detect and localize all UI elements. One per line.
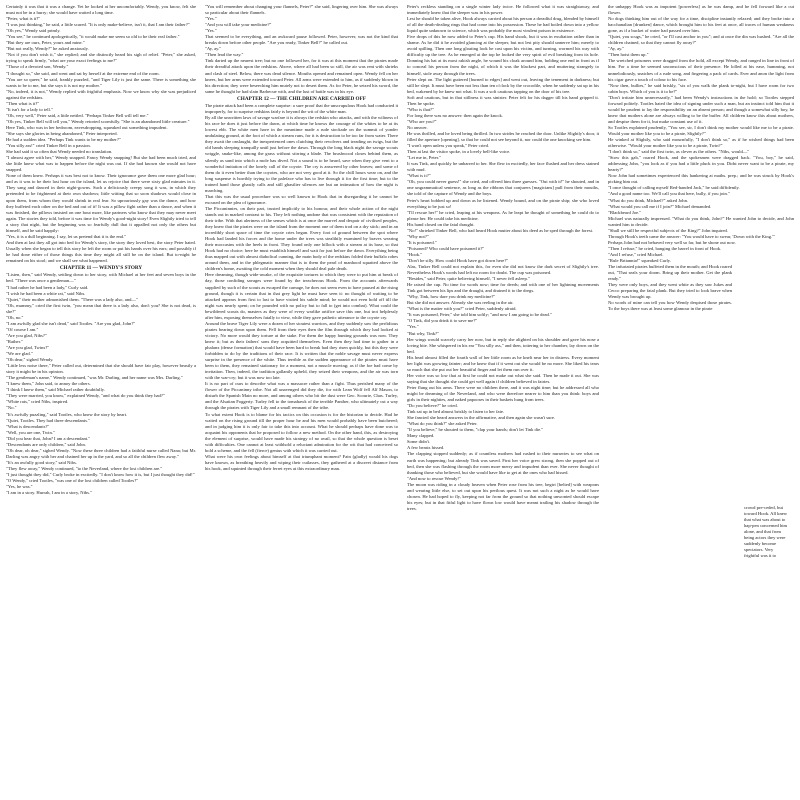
paragraph: Some didn't. [407,439,431,445]
paragraph: "I wish he had been a white rat," said Nibs. [6,290,86,296]
paragraph: To what extent Hook is to blame for his tactics on this occasion is for the historian to decide. Had he waited on the rising ground till the proper hour he and his men would probably have been butchered; and in judging him it is only fair to take this into account. What he should perhaps have done was to acquaint his opponents that he proposed to follow a new method. On the other hand, this, as destroying the element of surprise, would have made his strategy of no avail, so that the whole question is beset with difficulties. One cannot at least withhold a reluctant admiration for the wit that had conceived so bold a scheme, and the fell (fierce) genius with which it was carried out. [205,411,398,453]
paragraph: The infuriated pirates buffeted them in the mouth; and Hook roared out, "That seals your doom. Bring up their mother. Get the plank ready." [608,264,732,282]
paragraph: "Then lead the way." [205,52,244,58]
paragraph: "Quiet," their mother admonished them. "There was a lady also, and—" [6,296,138,302]
paragraph: "It was poisoned, Peter," she told him softly; "and now I am going to be dead." [407,312,552,318]
paragraph: Then at last the visitor spoke, in a lovely bell-like voice. [407,149,511,155]
paragraph: The clapping stopped suddenly; as if countless mothers had rushed to their nurseries to see what on earth was happening; but already Tink was saved. First her voice grew strong, then she popped out of bed, then she was flashing through the room more merry and impudent than ever. She never thought of thanking those who believed, but she would have like to get at the ones who had hissed. [407,451,599,475]
paragraph: "Quiet, you scugs," he cried, "or I'll cast anchor in you"; and at once the din was hushed. "Are all the children chained, so that they cannot fly away?" [608,34,794,46]
paragraph: No words of mine can tell you how Wendy despised those pirates. To the boys there was at least some glamour in the pirate [608,300,732,312]
paragraph: So Tootles explained prudently, "You see, sir, I don't think my mother would like me to be a pirate. Would your mother like you to be a pirate, Slightly?" [608,124,794,136]
paragraph: "I just thought they did," Curly broke in excitedly. "I don't know how it is, but I just thought they did!" [6,471,195,477]
paragraph: Through Hook's teeth came the answer: "You would have to swear, 'Down with the King.'" [608,233,775,239]
paragraph: "I don't think so," said the first twin, as clever as the others. "Nibs, would—" [608,149,750,155]
paragraph: It is no part of ours to describe what was a massacre rather than a fight. Thus perished many of the flower of the Piccaninny tribe. Not all unavenged did they die, for with Lean Wolf fell Alf Mason, to disturb the Spanish Main no more, and among others who bit the dust were Geo. Scourie, Chas. Turley, and the Alsatian Foggerty. Turley fell to the tomahawk of the terrible Panther, who ultimately cut a way through the pirates with Tiger Lily and a small remnant of the tribe. [205,381,398,411]
paragraph: "What do you think?" she asked Peter. [407,421,478,427]
paragraph: They were only boys, and they went white as they saw Jukes and Cecco preparing the fatal plank. But they tried to look brave when Wendy was brought up. [608,282,732,300]
paragraph: "I won't open unless you speak," Peter cried. [407,143,490,149]
paragraph: "I thought so," she said, and went and sat by herself at the extreme end of the room. [6,70,160,76]
paragraph: He had a sudden idea. "Perhaps Tink wants to be my mother?" [6,137,121,143]
paragraph: For long there was no answer: then again the knock. [407,112,503,118]
paragraph: "I am awfully glad she isn't dead," said Tootles. "Are you glad, John?" [6,320,136,326]
paragraph: His head almost filled the fourth wall of her little room as he knelt near her in distress. Every moment her light was growing fainter; and he knew that if it went out she would be no more. She liked his tears so much that she put out her beautiful finger and let them run over it. [407,354,599,372]
paragraph: "Are you glad, Nibs?" [6,332,47,338]
paragraph: "You see," he continued apologetically, "it would make me seem so old to be their real father." [6,34,180,40]
paragraph: "Now then, bullies," he said briskly, "six of you walk the plank to-night, but I have room for two cabin boys. Which of you is it to be?" [608,82,794,94]
paragraph: "They flew away," Wendy continued, "to the Neverland, where the lost children are." [6,465,163,471]
paragraph: "But they are ours, Peter, yours and mine." [6,40,85,46]
paragraph: "Why, Tink, how dare you drink my medicine?" [407,294,496,300]
paragraph: Now John had sometimes experienced this hankering at maths. prep.; and he was struck by Hook's picking him out. [608,173,794,185]
paragraph: He raised the cup. No time for words now; time for deeds; and with one of her lightning movements Tink got between his lips and the draught, and drained it to the dregs. [407,282,599,294]
paragraph: Peter's reckless standing on a single winter lady twice. He followed what it was straightaway, and immediately knew that the sleeper was in his power. [407,4,599,16]
paragraph: It was Tink, and quickly he unbarred to her. She flew in excitedly, her face flushed and her dress stained with mud. [407,161,599,173]
paragraph: Peter flung out his arms. There were no children there, and it was night time; but he addressed all who might be dreaming of the Neverland, and who were therefore nearer to him than you think: boys and girls in their nighties, and naked papooses in their baskets hung from trees. [407,384,599,403]
paragraph: Tink darted up the nearest tree; but no one followed her, for it was at this moment that the pirates made their dreadful attack upon the redskins. Above, where all had been so still, the air was rent with shrieks and clash of steel. Below, there was dead silence. Mouths opened and remained open. Wendy fell on her knees, but her arms were extended toward Peter. All arms were extended to him, as if suddenly blown in his direction; they were beseeching him mutely not to desert them. As for Peter, he seized his sword, the same he thought he had slain Barbecue with, and the lust of battle was in his eye. [205,58,398,94]
paragraph: "O Wendy," cried Tootles, "was one of the lost children called Tootles?" [6,478,139,484]
paragraph: "Oh yes," Wendy said primly. [6,28,61,34]
paragraph: "If you believe," he shouted to them, "clap your hands; don't let Tink die." [407,427,544,433]
paragraph: "It's an awfully good story," said Nibs. [6,459,77,465]
paragraph: "Do you believe?" he cried. [407,403,458,409]
paragraph: "Rather." [6,338,23,344]
paragraph: "What is it?" [407,173,431,179]
paragraph: "Not if you don't wish it," she replied; and she distinctly heard his sigh of relief. "Peter," she asked, trying to speak firmly, "what are your exact feelings to me?" [6,52,196,64]
paragraph: "Poisoned? Who could have poisoned it?" [407,245,485,251]
paragraph: Here dreaming, though wide-awake, of the exquisite tortures to which they were to put him at break of day, those confiding savages were found by the treacherous Hook. From the accounts afterwards supplied by such of the scouts as escaped the carnage, he does not seem even to have paused at the rising ground, though it is certain that in that grey light he must have seen it: no thought of waiting to be attacked appears from first to last to have visited his subtle mind; he would not even hold off till the night was nearly spent; on he pounded with no policy but to fall to (get into combat). What could the bewildered scouts do, masters as they were of every warlike artifice save this one, but trot helplessly after him, exposing themselves fatally to view, while they gave pathetic utterance to the coyote cry. [205,272,398,320]
paragraph: "Shall we still be respectful subjects of the King?" John inquired. [608,227,728,233]
paragraph: "You silly ass!" cried Tinker Bell in a passion. [6,143,91,149]
paragraph: "Did you hear that, John? I am a descendant." [6,435,91,441]
paragraph: "Yes." [205,16,217,22]
paragraph: "I am in a story. Hurrah, I am in a story, Nibs." [6,490,92,496]
paragraph: "Yes." [205,28,217,34]
paragraph: Lest he should be taken alive, Hook always carried about his person a dreadful drug, blended by himself of all the death-dealing rings that had come into his possession. These he had boiled down into a yellow liquid quite unknown to science, which was probably the most virulent poison in existence. [407,16,599,34]
text-column-3 [407,4,599,796]
paragraph: He winked at Slightly, who said mournfully, "I don't think so," as if he wished things had been otherwise. "Would your mother like you to be a pirate, Twin?" [608,137,794,149]
paragraph: "Oh dear," sighed Wendy. [6,357,54,363]
paragraph: "Besides," said Peter, quite believing himself, "I never fell asleep." [407,276,530,282]
paragraph: Perhaps John had not behaved very well so far, but he shone out now. [608,239,736,245]
paragraph: "We are glad." [6,351,33,357]
paragraph: Her voice was so low that at first he could not make out what she said. Then he made it out. She was saying that she thought she could get well again if children believed in fairies. [407,372,599,384]
paragraph: "Don't irritate him unnecessarily," had been Wendy's instructions in the hold; so Tootles stepped forward politely. Tootles hated the idea of signing under such a man, but an instinct told him that it would be prudent to lay the responsibility on an absent person; and though a somewhat silly boy, he knew that mothers alone are always willing to be the buffer. All children know this about mothers, and despise them for it, but make constant use of it. [608,94,794,124]
text-column-4 [608,4,794,796]
paragraph: "Yes, he was." [6,484,33,490]
paragraph: "The gentleman's name," Wendy continued, "was Mr. Darling, and her name was Mrs. Darling." [6,375,183,381]
chapter-heading: CHAPTER 11 — WENDY'S STORY [59,265,143,272]
paragraph: Her wings would scarcely carry her now, but in reply she alighted on his shoulder and gave his nose a loving bite. She whispered in his ear "You silly ass," and then, tottering to her chamber, lay down on the bed. [407,336,599,354]
paragraph: "Then what is it?" [6,100,40,106]
paragraph: "No!" shrieked Tinker Bell, who had heard Hook mutter about his deed as he sped through the forest. [407,227,594,233]
paragraph: Soft and cautious, but in that stillness it was sinister. Peter felt for his dagger till his hand gripped it. Then he spoke. [407,94,599,106]
paragraph: "Hook." [407,251,423,257]
paragraph: "It is poisoned." [407,239,437,245]
paragraph: "You are so queer," he said, frankly puzzled, "and Tiger Lily is just the same. There is something she wants to be to me, but she says it is not my mother." [6,76,196,88]
paragraph: "They were married, you know," explained Wendy, "and what do you think they had?" [6,393,165,399]
paragraph: "Are you glad, Twins?" [6,344,50,350]
paragraph: The Piccaninnies, on their part, trusted implicitly to his honour, and their whole action of the night stands out in marked contrast to his. They left nothing undone that was consistent with the reputation of their tribe. With that alertness of the senses which is at once the marvel and despair of civilised peoples, they knew that the pirates were on the island from the moment one of them trod on a dry stick; and in an incredibly short space of time the coyote cries began. Every foot of ground between the spot where Hook had landed his forces and the home under the trees was stealthily examined by braves wearing their moccasins with the heels in front. They found only one hillock with a stream at its base, so that Hook had no choice; here he must establish himself and wait for just before the dawn. Everything being thus mapped out with almost diabolical cunning, the main body of the redskins folded their buffalo robes around them, and in the phlegmatic manner that is to them the pearl of manhood squatted above the children's home, awaiting the cold moment when they should deal pale death. [205,205,398,272]
paragraph: "Who are you?" [407,118,437,124]
paragraph: "And you will take your medicine?" [205,22,272,28]
paragraph: "Listen, then," said Wendy, settling down to her story, with Michael at her feet and seven boys in the bed. "There was once a gentleman—" [6,272,196,284]
paragraph: "But why, Tink?" [407,330,439,336]
paragraph: "Oh, no." [6,314,24,320]
paragraph: "Blackbeard Joe." [608,209,642,215]
paragraph: The pirate attack had been a complete surprise: a sure proof that the unscrupulous Hook had conducted it improperly, for to surprise redskins fairly is beyond the wit of the white man. [205,103,398,115]
paragraph: The moon was riding in a cloudy heaven when Peter rose from his tree, begirt [belted] with weapons and wearing little else, to set out upon his perilous quest. It was not such a night as he would have chosen. He had hoped to fly, keeping not far from the ground so that nothing unwonted should escape his eyes; but in that fitful light to have flown low would have meant trailing his shadow through the trees. [407,481,599,511]
paragraph: "Those of a devoted son, Wendy." [6,64,69,70]
paragraph: "I had rather he had been a lady," Curly said. [6,284,89,290]
paragraph: "Let me in, Peter." [407,155,441,161]
chapter-heading: CHAPTER 12 — THE CHILDREN ARE CARRIED OFF [237,95,366,102]
paragraph: Peter slept on. The light guttered [burned to edges] and went out, leaving the tenement in darkness; but still he slept. It must have been not less than ten o'clock by the crocodile, when he suddenly sat up in his bed, wakened by he knew not what. It was a soft cautious tapping on the door of his tree. [407,76,599,94]
paragraph: "I think I knew them," said Michael rather doubtfully. [6,387,105,393]
side-text-fragment: crowd pre-ceded, but toward Hook. All knew that what was about to hap-pen concerned him alone, and that from being actors they were suddenly become spectators. Very frightful was it to [744,505,788,559]
paragraph: "I once thought of calling myself Red-handed Jack," he said diffidently. [608,185,740,191]
paragraph: "No." [6,405,17,411]
paragraph: "Oh, very well," Peter said, a little nettled. "Perhaps Tinker Bell will tell me." [6,112,149,118]
paragraph: "Oh, you could never guess!" she cried, and offered him three guesses. "Out with it!" he shouted, and in one ungrammatical sentence, as long as the ribbons that conjurers [magicians] pull from their mouths, she told of the capture of Wendy and the boys. [407,179,599,197]
paragraph: "She says she glories in being abandoned," Peter interpreted. [6,130,118,136]
paragraph: "Then hoist them up." [608,52,649,58]
paragraph: "What would you call me if I join?" Michael demanded. [608,203,712,209]
paragraph: "It's awfully puzzling," said Tootles, who knew the story by heart. [6,411,128,417]
paragraph: "Stow this gab," roared Hook, and the spokesmen were dragged back. "You, boy," he said, addressing John, "you look as if you had a little pluck in you. Didst never want to be a pirate, my hearty?" [608,155,794,173]
paragraph: "White rats," cried Nibs, inspired. [6,399,69,405]
paragraph: What were his own feelings about himself at that triumphant moment? Fain (gladly) would his dogs have known, as breathing heavily and wiping their cutlasses, they gathered at a discreet distance from his hook, and squinted through their ferret eyes at this extraordinary man. [205,453,398,471]
paragraph: "And I refuse," cried Michael. [608,251,664,257]
paragraph: She had said it so often that Wendy needed no translation. [6,149,113,155]
paragraph: "I almost agree with her," Wendy snapped. Fancy Wendy snapping! But she had been much tried, and she little knew what was to happen before the night was out. If she had known she would not have snapped. [6,155,196,173]
paragraph: "But not really, Wendy?" he asked anxiously. [6,46,89,52]
paragraph: None of them knew. Perhaps it was best not to know. Their ignorance gave them one more glad hour; and as it was to be their last hour on the island, let us rejoice that there were sixty glad minutes in it. They sang and danced in their night-gowns. Such a deliciously creepy song it was, in which they pretended to be frightened at their own shadows; little witting that so soon shadows would close in upon them, from whom they would shrink in real fear. So uproariously gay was the dance, and how they buffeted each other on the bed and out of it! It was a pillow fight rather than a dance, and when it was finished, the pillows insisted on one bout more, like partners who know that they may never meet again. The stories they told, before it was time for Wendy's good-night story! Even Slightly tried to tell a story that night, but the beginning was so fearfully dull that it appalled not only the others but himself, and he said happily: [6,173,196,233]
paragraph: "Who is that?" [407,106,434,112]
paragraph: "I was just thinking," he said, a little scared. "It is only make-believe, isn't it, that I am their father?" [6,22,190,28]
paragraph: Certainly it was that it was a change. Yet he looked at her uncomfortably. Wendy, you know, felt she must not be in a hurry; she would have waited a long time. [6,4,196,16]
paragraph: "Yes, it is a dull beginning. I say, let us pretend that it is the end." [6,233,126,239]
paragraph: "Descendants are only children," said John. [6,441,86,447]
paragraph: No dogs thinking him out of the way for a time, discipline instantly relaxed; and they broke into a bacchanalian [drunken] dance, which brought him to his feet at once, all traces of human weakness gone, as if a bucket of water had passed over him. [608,16,794,34]
paragraph: "Rule Britannia!" squeaked Curly. [608,257,671,263]
paragraph: A few beasts hissed. [407,445,445,451]
paragraph: "Well, you are one, Twin." [6,429,55,435]
paragraph: "What is descendants?" [6,423,50,429]
paragraph: "It isn't for a lady to tell." [6,106,53,112]
text-column-2 [205,4,398,796]
paragraph: "No, indeed, it is not," Wendy replied with frightful emphasis. Now we know why she was prejudiced against the redskins. [6,88,196,100]
paragraph: No answer. [407,124,428,130]
paragraph: "Why not?" [407,233,429,239]
paragraph: By all the unwritten laws of savage warfare it is always the redskin who attacks, and with the wiliness of his race he does it just before the dawn, at which time he knows the courage of the whites to be at its lowest ebb. The white men have in the meantime made a rude stockade on the summit of yonder undulating ground, at the foot of which a stream runs, for it is destruction to be too far from water. There they await the onslaught, the inexperienced ones clutching their revolvers and treading on twigs, but the old hands sleeping tranquilly until just before the dawn. Through the long black night the savage scouts wriggle, snake-like, among the grass without stirring a blade. The brushwood closes behind them, as silently as sand into which a mole has dived. Not a sound is to be heard, save when they give vent to a wonderful imitation of the lonely call of the coyote. The cry is answered by other braves; and some of them do it even better than the coyotes, who are not very good at it. So the chill hours wear on, and the long suspense is horribly trying to the paleface who has to live through it for the first time; but to the trained hand those ghastly calls and still ghastlier silences are but an intimation of how the night is marching. [205,115,398,193]
paragraph: Michael was naturally impressed. "What do you think, John?" He wanted John to decide, and John wanted him to decide. [608,215,794,227]
paragraph: "Don't be silly. How could Hook have got down here?" [407,257,509,263]
paragraph: "I'll rescue her!" he cried, leaping at his weapons. As he leapt he thought of something he could do to please her. He could take his medicine. [407,209,599,221]
paragraph: That seemed to be everything, and an awkward pause followed. Peter, however, was not the kind that breaks down before other people. "Are you ready, Tinker Bell?" he called out. [205,34,398,46]
paragraph: And then at last they all got into bed for Wendy's story, the story they loved best, the story Peter hated. Usually when she began to tell this story he left the room or put his hands over his ears; and possibly if he had done either of those things this time they might all still be on the island. But to-night he remained on his stool; and we shall see what happened. [6,239,196,263]
paragraph: She fancied she heard answers in the affirmative, and then again she wasn't sure. [407,415,556,421]
paragraph: "Oh dear, oh dear," sighed Wendy. "Now these three children had a faithful nurse called Nana; but Mr. Darling was angry with her and chained her up in the yard, and so all the children flew away." [6,447,196,459]
paragraph: His hand closed on the fatal draught. [407,221,475,227]
paragraph: "What do you think, Michael?" asked John. [608,197,689,203]
paragraph: "I knew them," John said, to annoy the others. [6,381,91,387]
paragraph: "Of course I am." [6,326,39,332]
paragraph: Peter's heart bobbed up and down as he listened. Wendy bound, and on the pirate ship; she who loved everything to be just so! [407,197,599,209]
paragraph: "Oh yes, Tinker Bell will tell you," Wendy retorted scornfully. "She is an abandoned little creature." [6,118,190,124]
paragraph: He was thrilled, and he loved being thrilled. In two strides he reached the door. Unlike Slightly's door, it filled the aperture [opening], so that he could not see beyond it, nor could the one knocking see him. [407,130,599,143]
paragraph: "And a good name too. We'll call you that here, bully, if you join." [608,191,730,197]
paragraph: "Ay, ay." [205,46,222,52]
paragraph: "What is the matter with you?" cried Peter, suddenly afraid. [407,306,517,312]
paragraph: "O Tink, did you drink it to save me?" [407,318,478,324]
book-page [6,4,794,796]
paragraph: Many clapped. [407,433,435,439]
paragraph: Alas, Tinker Bell could not explain this, for even she did not know the dark secret of Slightly's tree. Nevertheless Hook's words had left no room for doubt. The cup was poisoned. [407,264,599,276]
paragraph: Tink sat up in bed almost briskly to listen to her fate. [407,409,505,415]
paragraph: The wretched prisoners were dragged from the hold, all except Wendy, and ranged in line in front of him. For a time he seemed unconscious of their presence. He lolled at his ease, humming, not unmelodiously, snatches of a rude song, and fingering a pack of cards. Ever and anon the light from his cigar gave a touch of colour to his face. [608,58,794,82]
paragraph: "Peter, what is it?" [6,16,41,22]
paragraph: "Yes." [407,324,419,330]
paragraph: "Quiet, Tootles. They had three descendants." [6,417,90,423]
text-column-1 [6,4,196,796]
paragraph: Around the brave Tiger Lily were a dozen of her stoutest warriors, and they suddenly saw the perfidious pirates bearing down upon them. Fell from their eyes then the film through which they had looked at victory. No more would they torture at the stake. For them the happy hunting grounds was now. They knew it; but as their fathers' sons they acquitted themselves. Even then they had time to gather in a phalanx (dense formation) that would have been hard to break had they risen quickly, but this they were forbidden to do by the traditions of their race. It is written that the noble savage must never express surprise in the presence of the white. Thus terrible as the sudden appearance of the pirates must have been to them, they remained stationary for a moment, not a muscle moving; as if the foe had come by invitation. Then, indeed, the tradition gallantly upheld, they seized their weapons, and the air was torn with the war-cry; but it was now too late. [205,320,398,381]
paragraph: Five drops of this he now added to Peter's cup. His hand shook, but it was in exultation rather than in shame. As he did it he avoided glancing at the sleeper, but not lest pity should unnerve him; merely to avoid spilling. Then one long gloating look he cast upon his victim, and turning, wormed his way with difficulty up the tree. As he emerged at the top he looked the very spirit of evil breaking from its hole. Donning his hat at its most rakish angle, he wound his cloak around him, holding one end in front as if to conceal his person from the night, of which it was the blackest part, and muttering strangely to himself, stole away through the trees. [407,34,599,76]
paragraph: "Then I refuse," he cried, banging the barrel in front of Hook. [608,245,722,251]
paragraph: Here Tink, who was in her bedroom, eavesdropping, squeaked out something impudent. [6,124,168,130]
paragraph: "And now to rescue Wendy!" [407,475,461,481]
paragraph: That this was the usual procedure was so well known to Hook that in disregarding it he cannot be excused on the plea of ignorance. [205,193,398,205]
paragraph: "Little less noise there," Peter called out, determined that she should have fair play, however beastly a story it might be in his opinion. [6,363,196,375]
paragraph: "Ay, ay." [608,46,625,52]
paragraph: "Oh, mummy," cried the first twin, "you mean that there is a lady also, don't you? She is not dead, is she?" [6,302,196,314]
paragraph: But she did not answer. Already she was reeling in the air. [407,300,514,306]
paragraph: the unhappy Hook was as impotent [powerless] as he was damp, and he fell forward like a cut flower. [608,4,794,16]
paragraph: "You will remember about changing your flannels, Peter?" she said, lingering over him. She was always so particular about their flannels. [205,4,398,16]
